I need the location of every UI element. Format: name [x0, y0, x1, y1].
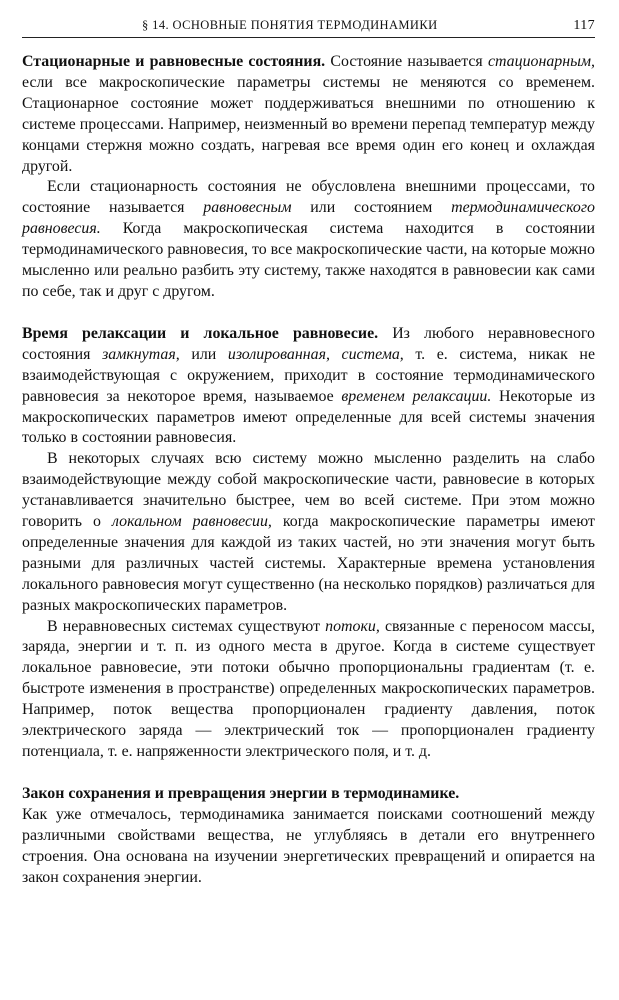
header-rule: [22, 37, 595, 38]
term-isolated-system: изолированная, система,: [227, 345, 404, 363]
term-closed: замкнутая,: [102, 345, 180, 363]
term-stationary: стационарным,: [487, 53, 595, 70]
term-flows: потоки,: [325, 617, 380, 635]
page-number: 117: [573, 18, 595, 33]
paragraph-energy-conservation: Как уже отмечалось, термодинамика занимается поисками соотношений между различными свойствами вещества, не углубляясь в детали его внутреннего строения. Она основана на изучении энергетических превращений и опирается на закон сохранения энергии.: [22, 805, 595, 886]
running-header: [22, 12, 595, 34]
paragraph-flows: В неравновесных системах существуют потоки, связанные с переносом массы, заряда, энергии и т. п. из одного места в другое. Когда в системе существует локальное равновесие, эти потоки обычно пропорциональны градиентам (т. е. быстроте изменения в пространстве) определенных макроскопических параметров. Например, поток вещества пропорционален градиенту давления, поток электрического заряда — электрический ток — пропорционален градиенту потенциала, т. е. напряженности электрического поля, и т. д.: [22, 617, 595, 760]
paragraph-energy-conservation-heading: [22, 784, 595, 805]
term-local-equilibrium: локальном равновесии,: [112, 513, 272, 531]
paragraph-equilibrium: Если стационарность состояния не обусловлена внешними процессами, то состояние называется равновесным или состоянием термодинамического равновесия. Когда макроскопическая система находится в состоянии термодинамического равновесия, то все макроскопические части, на которые можно мысленно или реально разбить эту систему, также находятся в равновесии как сами по себе, так и друг с другом.: [22, 178, 595, 300]
section-gap: [22, 303, 595, 324]
page-body: [22, 52, 595, 888]
paragraph-stationary-states: Стационарные и равновесные состояния. Состояние называется стационарным, если все макроскопические параметры системы не меняются со временем. Стационарное состояние может поддерживаться внешними по отношению к системе процессами. Например, неизменный во времени перепад температур между концами стержня можно создать, нагревая все время один его конец и охлаждая другой.: [22, 53, 595, 175]
term-equilibrium: равновесным: [203, 199, 292, 217]
paragraph-local-equilibrium: В некоторых случаях всю систему можно мысленно разделить на слабо взаимодействующие между собой макроскопические части, равновесие в которых устанавливается значительно быстрее, чем во всей системе. При этом можно говорить о локальном равновесии, когда макроскопические параметры имеют определенные значения для каждой из таких частей, но эти значения могут быть разными для различных частей системы. Характерные времена установления локального равновесия могут существенно (на несколько порядков) различаться для разных макроскопических параметров.: [22, 450, 595, 614]
heading-relaxation-time: Время релаксации и локальное равновесие.: [22, 324, 379, 342]
term-relaxation-time: временем релаксации.: [341, 387, 492, 405]
heading-stationary-states: Стационарные и равновесные состояния.: [22, 53, 326, 70]
section-title: § 14. ОСНОВНЫЕ ПОНЯТИЯ ТЕРМОДИНАМИКИ: [142, 18, 438, 32]
term-thermodynamic-equilibrium: термодинамического равновесия.: [22, 199, 595, 238]
section-gap: [22, 763, 595, 784]
heading-energy-conservation: Закон сохранения и превращения энергии в термодинамике.: [22, 784, 460, 802]
paragraph-relaxation-time: Время релаксации и локальное равновесие. Из любого неравновесного состояния замкнутая, или изолированная, система, т. е. система, никак не взаимодействующая с окружением, приходит в состояние термодинамического равновесия за некоторое время, называемое временем релаксации. Некоторые из макроскопических параметров имеют определенные для всей системы значения только в состоянии равновесия.: [22, 324, 596, 447]
